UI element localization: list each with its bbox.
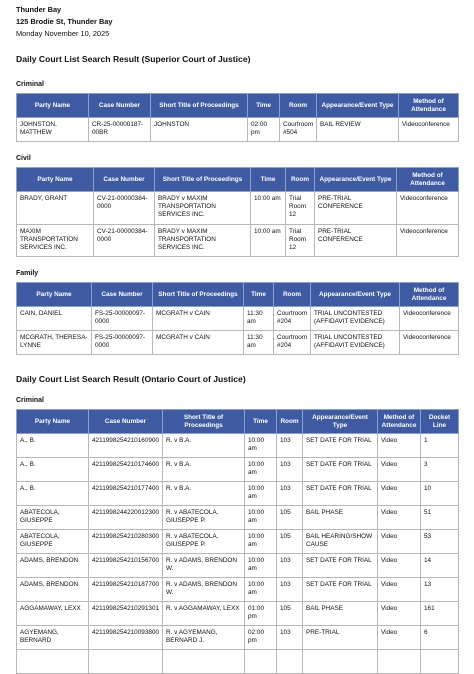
table-cell: 105 <box>277 530 303 554</box>
table-cell: 11:30 am <box>244 307 274 331</box>
table-cell: 3 <box>421 458 459 482</box>
table-row <box>17 650 459 674</box>
table-cell: MCGRATH, THERESA-LYNNE <box>17 331 92 355</box>
table-cell: 103 <box>277 578 303 602</box>
table-cell: Video <box>378 506 421 530</box>
table-cell: 103 <box>277 626 303 650</box>
column-header: Short Title of Proceedings <box>163 410 245 434</box>
column-header: Method of Attendance <box>378 410 421 434</box>
table-row <box>17 530 459 554</box>
table-cell: BAIL PHASE <box>303 506 378 530</box>
table-cell: R. v ABATECOLA, GIUSEPPE P. <box>163 530 245 554</box>
column-header: Time <box>244 283 274 307</box>
table-cell: Video <box>378 530 421 554</box>
table-cell: TRIAL UNCONTESTED (AFFIDAVIT EVIDENCE) <box>311 307 400 331</box>
table-cell: PRE-TRIAL CONFERENCE <box>315 225 397 257</box>
table-cell: MCGRATH v CAIN <box>153 331 244 355</box>
column-header: Party Name <box>17 283 92 307</box>
column-header: Short Title of Proceedings <box>151 94 248 118</box>
column-header: Docket Line <box>421 410 459 434</box>
table-cell: Videoconference <box>399 118 459 142</box>
table-cell: ADAMS, BRENDON <box>17 554 89 578</box>
table-cell: R. v B.A. <box>163 458 245 482</box>
table-cell: 10:00 am <box>251 192 286 225</box>
table-cell: R. v B.A. <box>163 434 245 458</box>
table-cell: 4211998254210156700 <box>89 554 163 578</box>
table-cell: 10:00 am <box>245 458 277 482</box>
table-cell: R. v ADAMS, BRENDON W. <box>163 554 245 578</box>
table-cell: 11:30 am <box>244 331 274 355</box>
table-cell: 10 <box>421 482 459 506</box>
table-cell: 103 <box>277 554 303 578</box>
table-cell: 4211998254210177400 <box>89 482 163 506</box>
table-row <box>17 192 459 225</box>
table-cell: SET DATE FOR TRIAL <box>303 578 378 602</box>
table-cell: Video <box>378 626 421 650</box>
table-cell: Trial Room 12 <box>286 225 315 257</box>
column-header: Room <box>274 283 311 307</box>
table-cell: 4211998254210187700 <box>89 578 163 602</box>
column-header: Room <box>280 94 317 118</box>
civil-label: Civil <box>16 155 31 162</box>
column-header: Appearance/Event Type <box>303 410 378 434</box>
table-cell: Video <box>378 434 421 458</box>
table-cell: TRIAL UNCONTESTED (AFFIDAVIT EVIDENCE) <box>311 331 400 355</box>
table-cell: 105 <box>277 506 303 530</box>
superior-family-table <box>16 282 459 355</box>
table-row <box>17 554 459 578</box>
table-cell: Courtroom #504 <box>280 118 317 142</box>
criminal-label: Criminal <box>16 81 45 88</box>
table-row <box>17 482 459 506</box>
column-header: Room <box>277 410 303 434</box>
table-cell: 4211998254210174600 <box>89 458 163 482</box>
column-header: Time <box>245 410 277 434</box>
table-cell: R. v ABATECOLA, GIUSEPPE P. <box>163 506 245 530</box>
table-cell: 10:00 am <box>245 530 277 554</box>
table-cell <box>245 650 277 674</box>
table-cell: Courtroom #204 <box>274 331 311 355</box>
table-cell: 10:00 am <box>245 578 277 602</box>
table-cell: 103 <box>277 434 303 458</box>
table-header-row <box>17 283 459 307</box>
table-cell: 10:00 am <box>245 434 277 458</box>
ontario-court-title: Daily Court List Search Result (Ontario Court of Justice) <box>16 374 246 384</box>
table-cell: Video <box>378 458 421 482</box>
table-cell: FS-25-00000097-0000 <box>92 307 153 331</box>
table-cell: ABATECOLA, GIUSEPPE <box>17 530 89 554</box>
table-cell: 4211998254210280300 <box>89 530 163 554</box>
table-cell: BAIL HEARING/SHOW CAUSE <box>303 530 378 554</box>
table-cell: 01:00 pm <box>245 602 277 626</box>
superior-court-section <box>16 54 458 355</box>
table-row <box>17 626 459 650</box>
table-cell: 4211998254210093800 <box>89 626 163 650</box>
column-header: Case Number <box>89 94 151 118</box>
table-cell: 10:00 am <box>251 225 286 257</box>
table-cell: A., B. <box>17 482 89 506</box>
table-cell: Videoconference <box>397 225 459 257</box>
table-cell: 103 <box>277 458 303 482</box>
table-cell: BRADY v MAXIM TRANSPORTATION SERVICES INC. <box>155 225 251 257</box>
table-cell <box>303 650 378 674</box>
table-cell: A., B. <box>17 434 89 458</box>
column-header: Time <box>251 168 286 192</box>
table-cell: R. v AGGAMAWAY, LEXX <box>163 602 245 626</box>
table-cell <box>89 650 163 674</box>
ontario-criminal-table <box>16 409 459 674</box>
table-header-row <box>17 94 459 118</box>
table-row <box>17 578 459 602</box>
table-cell: SET DATE FOR TRIAL <box>303 458 378 482</box>
table-header-row <box>17 410 459 434</box>
table-cell: PRE-TRIAL <box>303 626 378 650</box>
table-cell: MCGRATH v CAIN <box>153 307 244 331</box>
court-date: Monday November 10, 2025 <box>16 29 110 38</box>
family-label: Family <box>16 270 39 277</box>
table-cell: 103 <box>277 482 303 506</box>
table-row <box>17 434 459 458</box>
column-header: Method of Attendance <box>400 283 459 307</box>
table-row <box>17 458 459 482</box>
location-address: 125 Brodie St, Thunder Bay <box>16 17 113 26</box>
table-cell: 6 <box>421 626 459 650</box>
table-cell: 53 <box>421 530 459 554</box>
column-header: Method of Attendance <box>399 94 459 118</box>
table-row <box>17 307 459 331</box>
superior-civil-table <box>16 167 459 257</box>
table-cell: 51 <box>421 506 459 530</box>
table-row <box>17 331 459 355</box>
table-cell: SET DATE FOR TRIAL <box>303 554 378 578</box>
table-cell: 105 <box>277 602 303 626</box>
table-cell: R. v AGYEMANG, BERNARD J. <box>163 626 245 650</box>
table-cell: R. v B.A. <box>163 482 245 506</box>
table-cell: Video <box>378 554 421 578</box>
table-cell: 10:00 am <box>245 482 277 506</box>
table-row <box>17 118 459 142</box>
table-cell: Trial Room 12 <box>286 192 315 225</box>
table-cell: AGYEMANG, BERNARD <box>17 626 89 650</box>
table-cell: 4211998254210160900 <box>89 434 163 458</box>
table-cell: 1 <box>421 434 459 458</box>
table-cell: ADAMS, BRENDON <box>17 578 89 602</box>
table-cell <box>163 650 245 674</box>
table-cell: Courtroom #204 <box>274 307 311 331</box>
table-cell: SET DATE FOR TRIAL <box>303 482 378 506</box>
superior-criminal-table <box>16 93 459 142</box>
column-header: Room <box>286 168 315 192</box>
column-header: Party Name <box>17 410 89 434</box>
table-cell: 4211998244220012300 <box>89 506 163 530</box>
table-row <box>17 225 459 257</box>
ontario-criminal-label: Criminal <box>16 397 45 404</box>
table-cell: AGGAMAWAY, LEXX <box>17 602 89 626</box>
table-cell: CV-21-00000384-0000 <box>94 225 155 257</box>
table-cell: Video <box>378 602 421 626</box>
column-header: Appearance/Event Type <box>311 283 400 307</box>
column-header: Case Number <box>89 410 163 434</box>
column-header: Case Number <box>92 283 153 307</box>
table-cell: JOHNSTON, MATTHEW <box>17 118 89 142</box>
table-cell: Videoconference <box>397 192 459 225</box>
table-cell: Video <box>378 578 421 602</box>
table-cell: BRADY, GRANT <box>17 192 94 225</box>
table-cell: Videoconference <box>400 331 459 355</box>
table-cell <box>277 650 303 674</box>
table-row <box>17 602 459 626</box>
table-cell: PRE-TRIAL CONFERENCE <box>315 192 397 225</box>
table-cell: 02:00 pm <box>245 626 277 650</box>
ontario-court-section <box>16 374 458 674</box>
table-cell: 14 <box>421 554 459 578</box>
table-cell: SET DATE FOR TRIAL <box>303 434 378 458</box>
table-cell: 4211998254210291301 <box>89 602 163 626</box>
column-header: Appearance/Event Type <box>315 168 397 192</box>
column-header: Party Name <box>17 94 89 118</box>
table-cell: BRADY v MAXIM TRANSPORTATION SERVICES INC. <box>155 192 251 225</box>
table-cell: CAIN, DANIEL <box>17 307 92 331</box>
column-header: Time <box>248 94 280 118</box>
table-cell: MAXIM TRANSPORTATION SERVICES INC. <box>17 225 94 257</box>
table-cell <box>17 650 89 674</box>
table-cell: ABATECOLA, GIUSEPPE <box>17 506 89 530</box>
table-cell: FS-25-00000097-0000 <box>92 331 153 355</box>
column-header: Short Title of Proceedings <box>153 283 244 307</box>
table-cell: CV-21-00000384-0000 <box>94 192 155 225</box>
table-cell: BAIL REVIEW <box>317 118 399 142</box>
superior-court-title: Daily Court List Search Result (Superior Court of Justice) <box>16 54 251 64</box>
table-cell: 13 <box>421 578 459 602</box>
column-header: Party Name <box>17 168 94 192</box>
table-cell <box>421 650 459 674</box>
table-cell: BAIL PHASE <box>303 602 378 626</box>
table-cell: CR-25-00000187-00BR <box>89 118 151 142</box>
table-header-row <box>17 168 459 192</box>
table-row <box>17 506 459 530</box>
column-header: Appearance/Event Type <box>317 94 399 118</box>
table-cell <box>378 650 421 674</box>
table-cell: Video <box>378 482 421 506</box>
location-city: Thunder Bay <box>16 5 62 14</box>
table-cell: 161 <box>421 602 459 626</box>
column-header: Short Title of Proceedings <box>155 168 251 192</box>
table-cell: 10:00 am <box>245 506 277 530</box>
table-cell: JOHNSTON <box>151 118 248 142</box>
table-cell: Videoconference <box>400 307 459 331</box>
table-cell: 10:00 am <box>245 554 277 578</box>
table-cell: R. v ADAMS, BRENDON W. <box>163 578 245 602</box>
table-cell: A., B. <box>17 458 89 482</box>
table-cell: 02:00 pm <box>248 118 280 142</box>
column-header: Method of Attendance <box>397 168 459 192</box>
column-header: Case Number <box>94 168 155 192</box>
